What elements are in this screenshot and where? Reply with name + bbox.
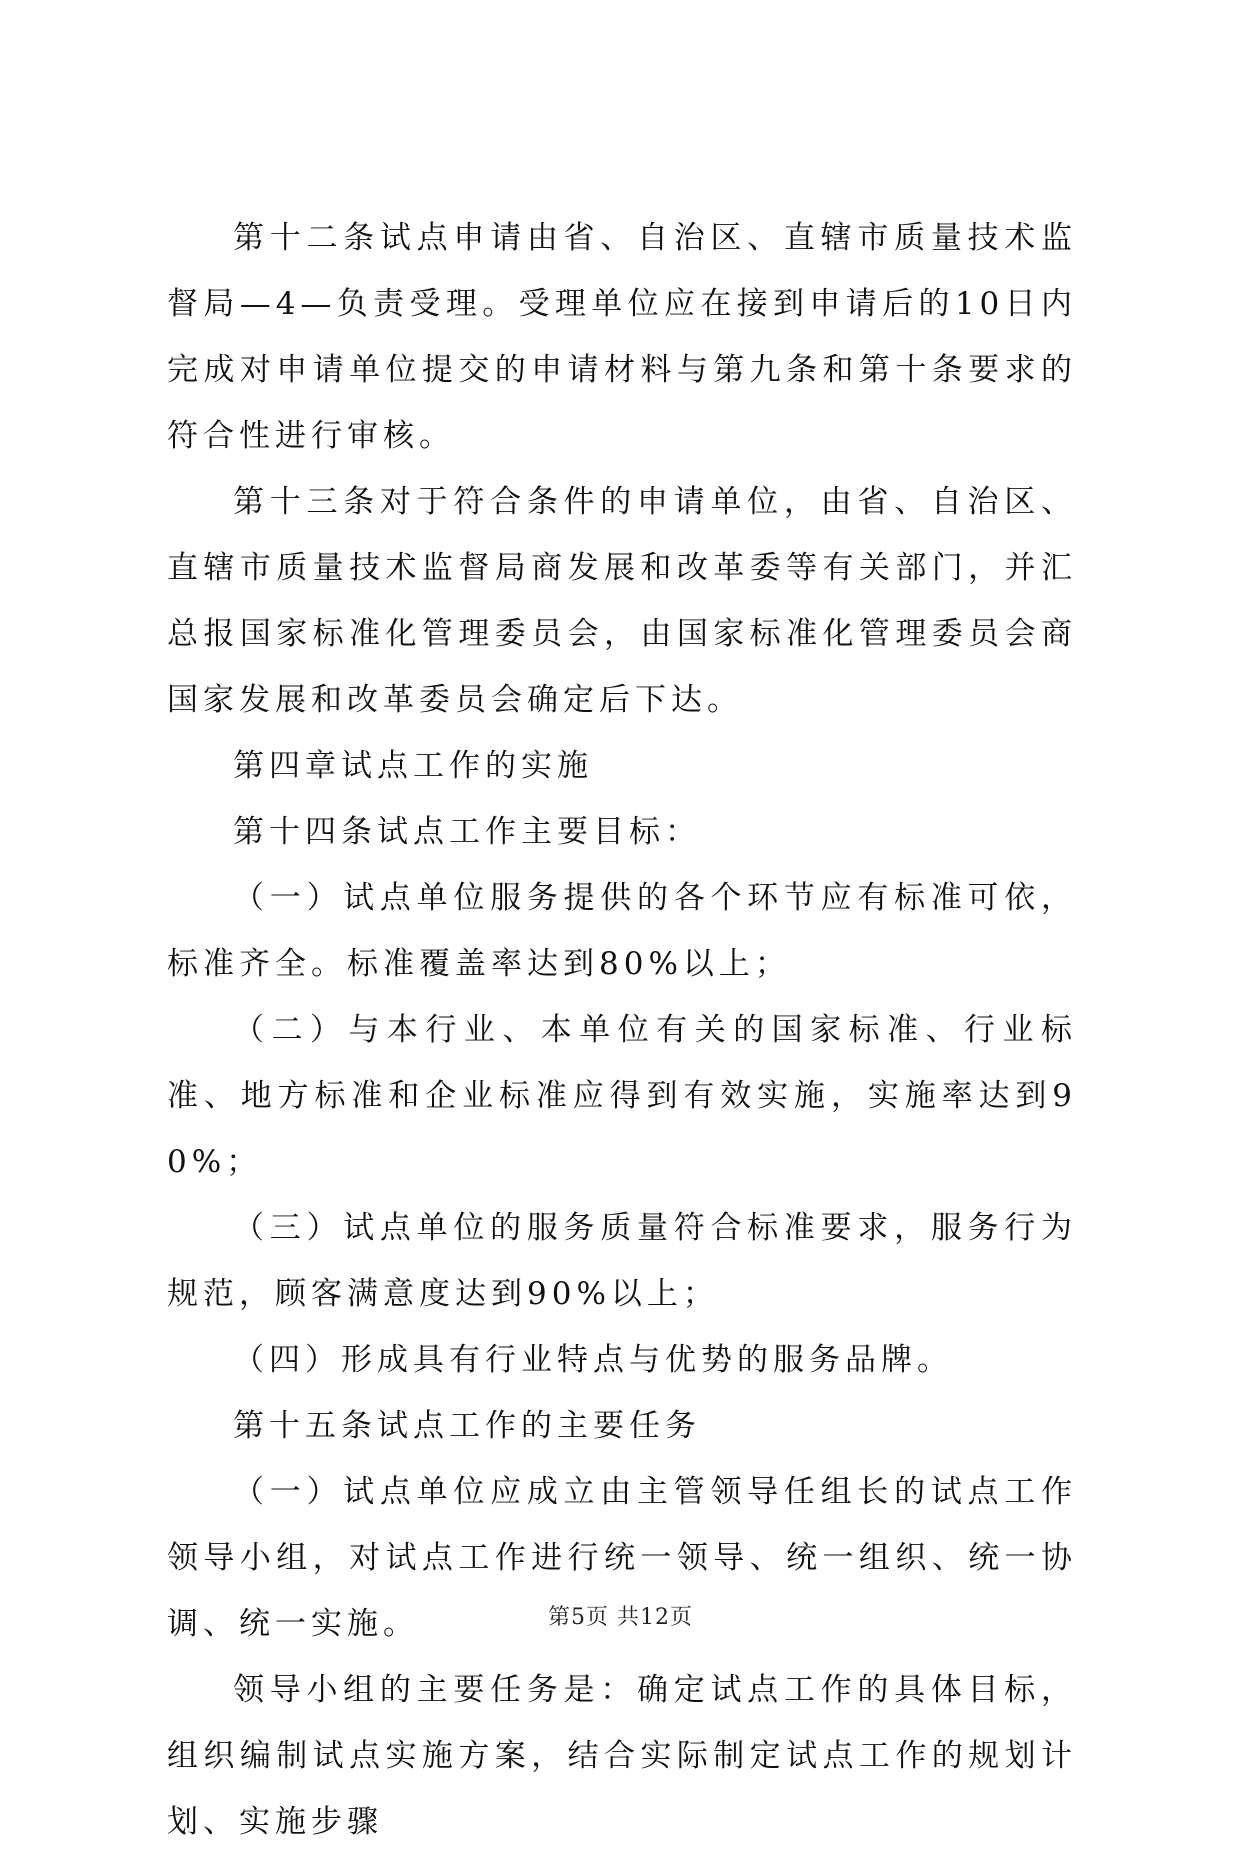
list-item-goal-4: （四）形成具有行业特点与优势的服务品牌。 (233, 1342, 953, 1378)
paragraph-article-12: 第十二条试点申请由省、自治区、直辖市质量技术监督局—4—负责受理。受理单位应在接到申请后的10日内完成对申请单位提交的申请材料与第九条和第十条要求的符合性进行审核。 (167, 220, 1077, 454)
list-item-task-1: （一）试点单位应成立由主管领导任组长的试点工作领导小组，对试点工作进行统一领导、统一组织、统一协调、统一实施。 (167, 1474, 1077, 1642)
page-number-footer: 第5页 共12页 (548, 1605, 693, 1630)
list-item-goal-1: （一）试点单位服务提供的各个环节应有标准可依，标准齐全。标准覆盖率达到80%以上； (167, 880, 1077, 982)
list-item-goal-2: （二）与本行业、本单位有关的国家标准、行业标准、地方标准和企业标准应得到有效实施，实施率达到90%； (167, 1012, 1077, 1180)
paragraph-article-15: 第十五条试点工作的主要任务 (233, 1408, 701, 1444)
list-item-goal-3: （三）试点单位的服务质量符合标准要求，服务行为规范，顾客满意度达到90%以上； (167, 1210, 1077, 1312)
chapter-heading: 第四章试点工作的实施 (233, 748, 593, 784)
paragraph-article-14: 第十四条试点工作主要目标： (233, 814, 701, 850)
paragraph-leadership-tasks: 领导小组的主要任务是：确定试点工作的具体目标，组织编制试点实施方案，结合实际制定试点工作的规划计划、实施步骤 (167, 1672, 1077, 1840)
paragraph-article-13: 第十三条对于符合条件的申请单位，由省、自治区、直辖市质量技术监督局商发展和改革委等有关部门，并汇总报国家标准化管理委员会，由国家标准化管理委员会商国家发展和改革委员会确定后下达。 (167, 484, 1077, 718)
